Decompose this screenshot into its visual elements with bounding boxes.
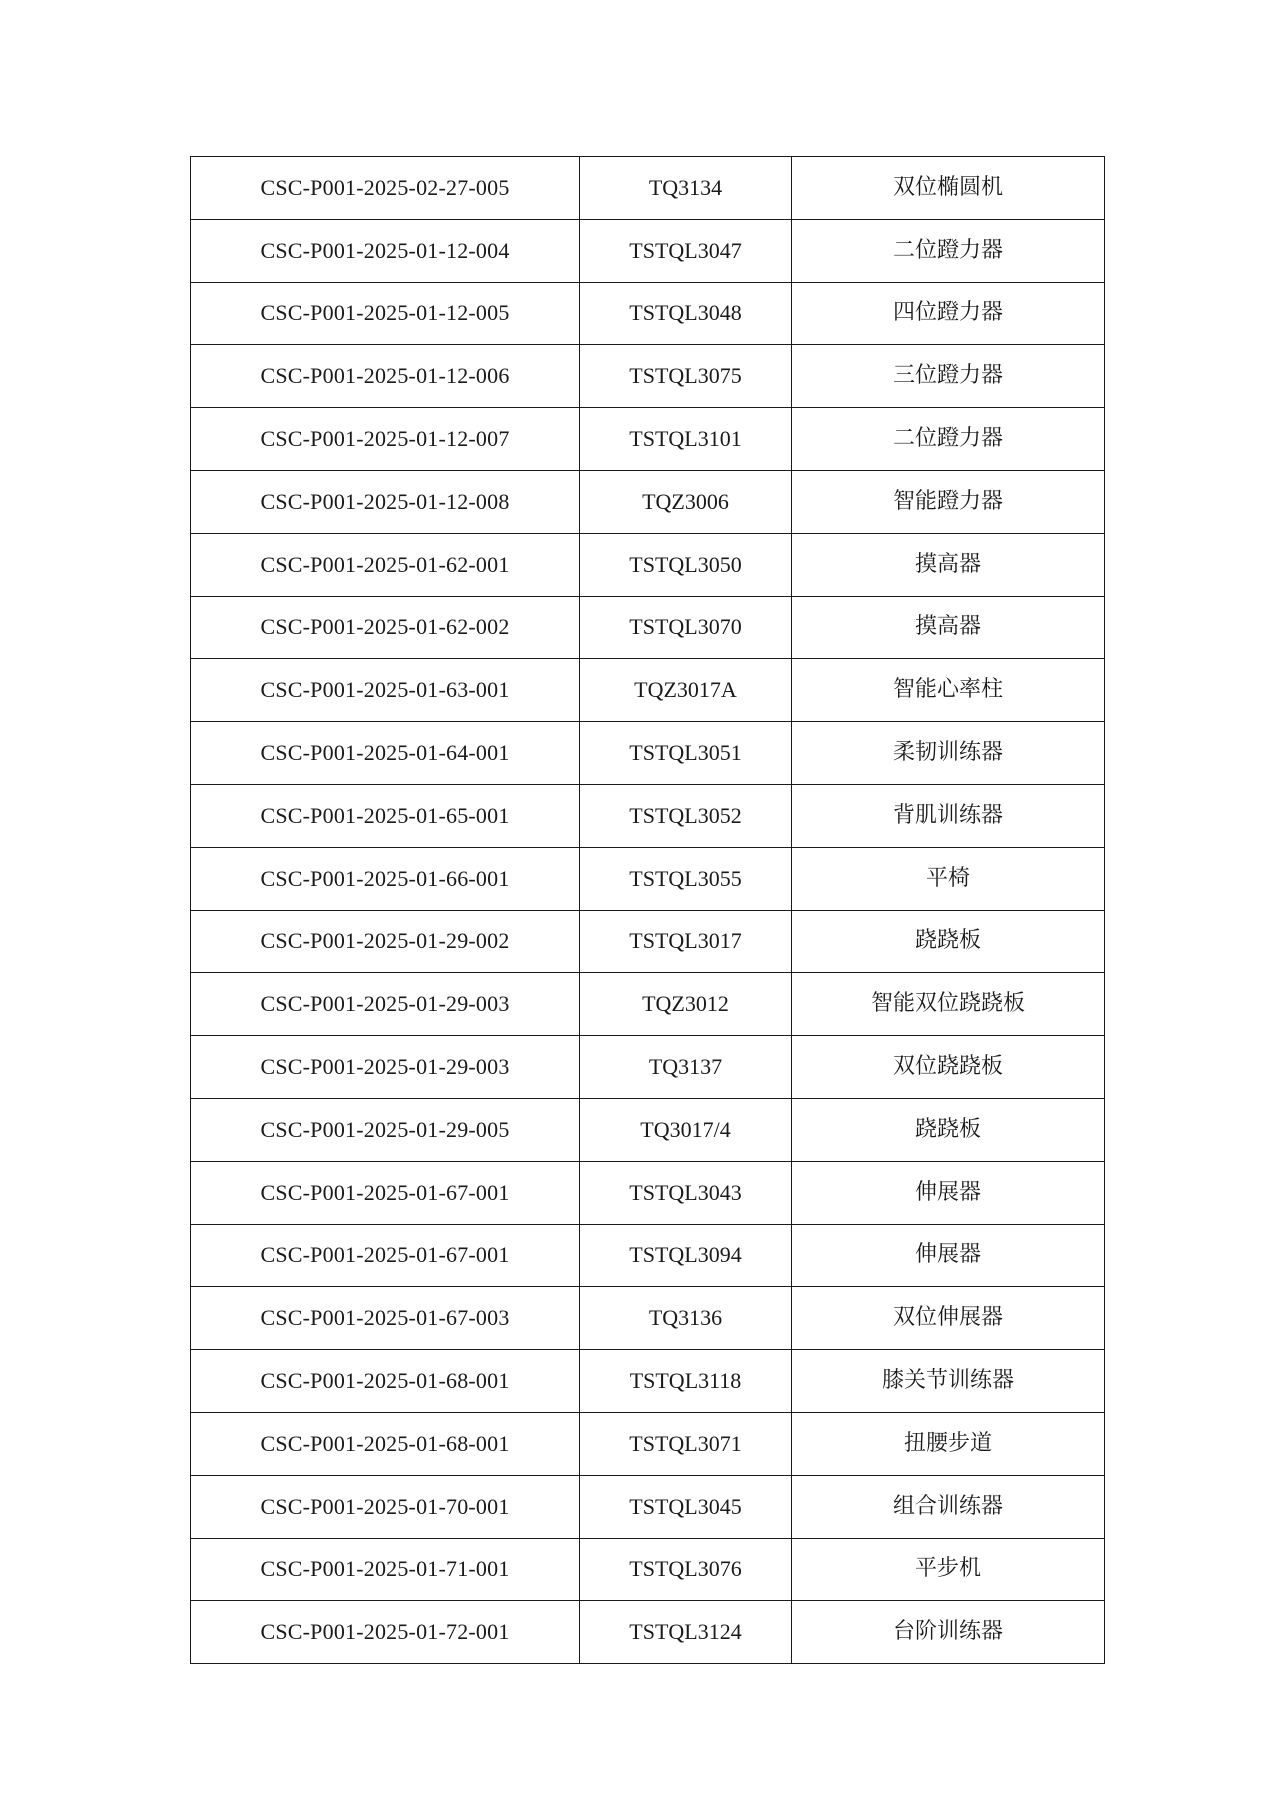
product-name-cell: 伸展器 <box>792 1161 1105 1224</box>
certificate-code-cell: CSC-P001-2025-01-12-004 <box>191 219 580 282</box>
model-number-cell: TSTQL3124 <box>580 1601 792 1664</box>
product-name-cell: 组合训练器 <box>792 1475 1105 1538</box>
certificate-code-cell: CSC-P001-2025-01-72-001 <box>191 1601 580 1664</box>
product-name-cell: 智能心率柱 <box>792 659 1105 722</box>
certificate-code-cell: CSC-P001-2025-01-70-001 <box>191 1475 580 1538</box>
table-row <box>191 784 1105 847</box>
certificate-code-cell: CSC-P001-2025-01-67-001 <box>191 1161 580 1224</box>
certificate-code-cell: CSC-P001-2025-01-29-002 <box>191 910 580 973</box>
product-name-cell: 平椅 <box>792 847 1105 910</box>
product-name-cell: 摸高器 <box>792 533 1105 596</box>
table-body <box>191 157 1105 1664</box>
model-number-cell: TQZ3006 <box>580 470 792 533</box>
table-row <box>191 533 1105 596</box>
certificate-code-cell: CSC-P001-2025-01-68-001 <box>191 1350 580 1413</box>
table-row <box>191 1350 1105 1413</box>
table-row <box>191 1224 1105 1287</box>
model-number-cell: TSTQL3048 <box>580 282 792 345</box>
model-number-cell: TSTQL3045 <box>580 1475 792 1538</box>
table-row <box>191 1098 1105 1161</box>
product-name-cell: 背肌训练器 <box>792 784 1105 847</box>
certificate-code-cell: CSC-P001-2025-01-29-003 <box>191 1036 580 1099</box>
table-row <box>191 1601 1105 1664</box>
table-row <box>191 345 1105 408</box>
product-name-cell: 膝关节训练器 <box>792 1350 1105 1413</box>
certificate-code-cell: CSC-P001-2025-01-12-007 <box>191 408 580 471</box>
model-number-cell: TQZ3012 <box>580 973 792 1036</box>
product-name-cell: 双位椭圆机 <box>792 157 1105 220</box>
certificate-code-cell: CSC-P001-2025-01-64-001 <box>191 722 580 785</box>
table-row <box>191 847 1105 910</box>
model-number-cell: TQ3017/4 <box>580 1098 792 1161</box>
table-row <box>191 596 1105 659</box>
product-name-cell: 摸高器 <box>792 596 1105 659</box>
table-row <box>191 157 1105 220</box>
product-name-cell: 双位跷跷板 <box>792 1036 1105 1099</box>
table-row <box>191 219 1105 282</box>
model-number-cell: TSTQL3055 <box>580 847 792 910</box>
certificate-code-cell: CSC-P001-2025-02-27-005 <box>191 157 580 220</box>
product-name-cell: 智能蹬力器 <box>792 470 1105 533</box>
table-row <box>191 1287 1105 1350</box>
product-name-cell: 四位蹬力器 <box>792 282 1105 345</box>
certificate-code-cell: CSC-P001-2025-01-12-006 <box>191 345 580 408</box>
table-row <box>191 973 1105 1036</box>
table-row <box>191 1161 1105 1224</box>
table-row <box>191 1475 1105 1538</box>
product-name-cell: 三位蹬力器 <box>792 345 1105 408</box>
certificate-code-cell: CSC-P001-2025-01-29-005 <box>191 1098 580 1161</box>
model-number-cell: TQZ3017A <box>580 659 792 722</box>
table-row <box>191 282 1105 345</box>
certificate-code-cell: CSC-P001-2025-01-71-001 <box>191 1538 580 1601</box>
certificate-table <box>190 156 1105 1664</box>
table-row <box>191 1412 1105 1475</box>
certificate-code-cell: CSC-P001-2025-01-62-002 <box>191 596 580 659</box>
table-row <box>191 659 1105 722</box>
product-name-cell: 智能双位跷跷板 <box>792 973 1105 1036</box>
product-name-cell: 跷跷板 <box>792 910 1105 973</box>
model-number-cell: TSTQL3071 <box>580 1412 792 1475</box>
model-number-cell: TSTQL3052 <box>580 784 792 847</box>
table-row <box>191 1538 1105 1601</box>
model-number-cell: TSTQL3047 <box>580 219 792 282</box>
certificate-code-cell: CSC-P001-2025-01-68-001 <box>191 1412 580 1475</box>
certificate-code-cell: CSC-P001-2025-01-65-001 <box>191 784 580 847</box>
product-name-cell: 二位蹬力器 <box>792 219 1105 282</box>
product-name-cell: 扭腰步道 <box>792 1412 1105 1475</box>
certificate-code-cell: CSC-P001-2025-01-66-001 <box>191 847 580 910</box>
product-name-cell: 台阶训练器 <box>792 1601 1105 1664</box>
model-number-cell: TSTQL3070 <box>580 596 792 659</box>
model-number-cell: TSTQL3075 <box>580 345 792 408</box>
model-number-cell: TSTQL3051 <box>580 722 792 785</box>
model-number-cell: TSTQL3101 <box>580 408 792 471</box>
certificate-code-cell: CSC-P001-2025-01-63-001 <box>191 659 580 722</box>
model-number-cell: TSTQL3076 <box>580 1538 792 1601</box>
certificate-code-cell: CSC-P001-2025-01-12-008 <box>191 470 580 533</box>
table-row <box>191 470 1105 533</box>
table-row <box>191 408 1105 471</box>
table-row <box>191 722 1105 785</box>
certificate-code-cell: CSC-P001-2025-01-12-005 <box>191 282 580 345</box>
certificate-code-cell: CSC-P001-2025-01-67-001 <box>191 1224 580 1287</box>
product-name-cell: 平步机 <box>792 1538 1105 1601</box>
certificate-code-cell: CSC-P001-2025-01-67-003 <box>191 1287 580 1350</box>
certificate-code-cell: CSC-P001-2025-01-29-003 <box>191 973 580 1036</box>
model-number-cell: TSTQL3118 <box>580 1350 792 1413</box>
model-number-cell: TSTQL3043 <box>580 1161 792 1224</box>
model-number-cell: TSTQL3017 <box>580 910 792 973</box>
product-name-cell: 柔韧训练器 <box>792 722 1105 785</box>
product-name-cell: 跷跷板 <box>792 1098 1105 1161</box>
product-name-cell: 二位蹬力器 <box>792 408 1105 471</box>
certificate-code-cell: CSC-P001-2025-01-62-001 <box>191 533 580 596</box>
product-name-cell: 双位伸展器 <box>792 1287 1105 1350</box>
table-row <box>191 1036 1105 1099</box>
table-row <box>191 910 1105 973</box>
model-number-cell: TQ3137 <box>580 1036 792 1099</box>
model-number-cell: TQ3134 <box>580 157 792 220</box>
model-number-cell: TSTQL3050 <box>580 533 792 596</box>
model-number-cell: TSTQL3094 <box>580 1224 792 1287</box>
model-number-cell: TQ3136 <box>580 1287 792 1350</box>
product-name-cell: 伸展器 <box>792 1224 1105 1287</box>
